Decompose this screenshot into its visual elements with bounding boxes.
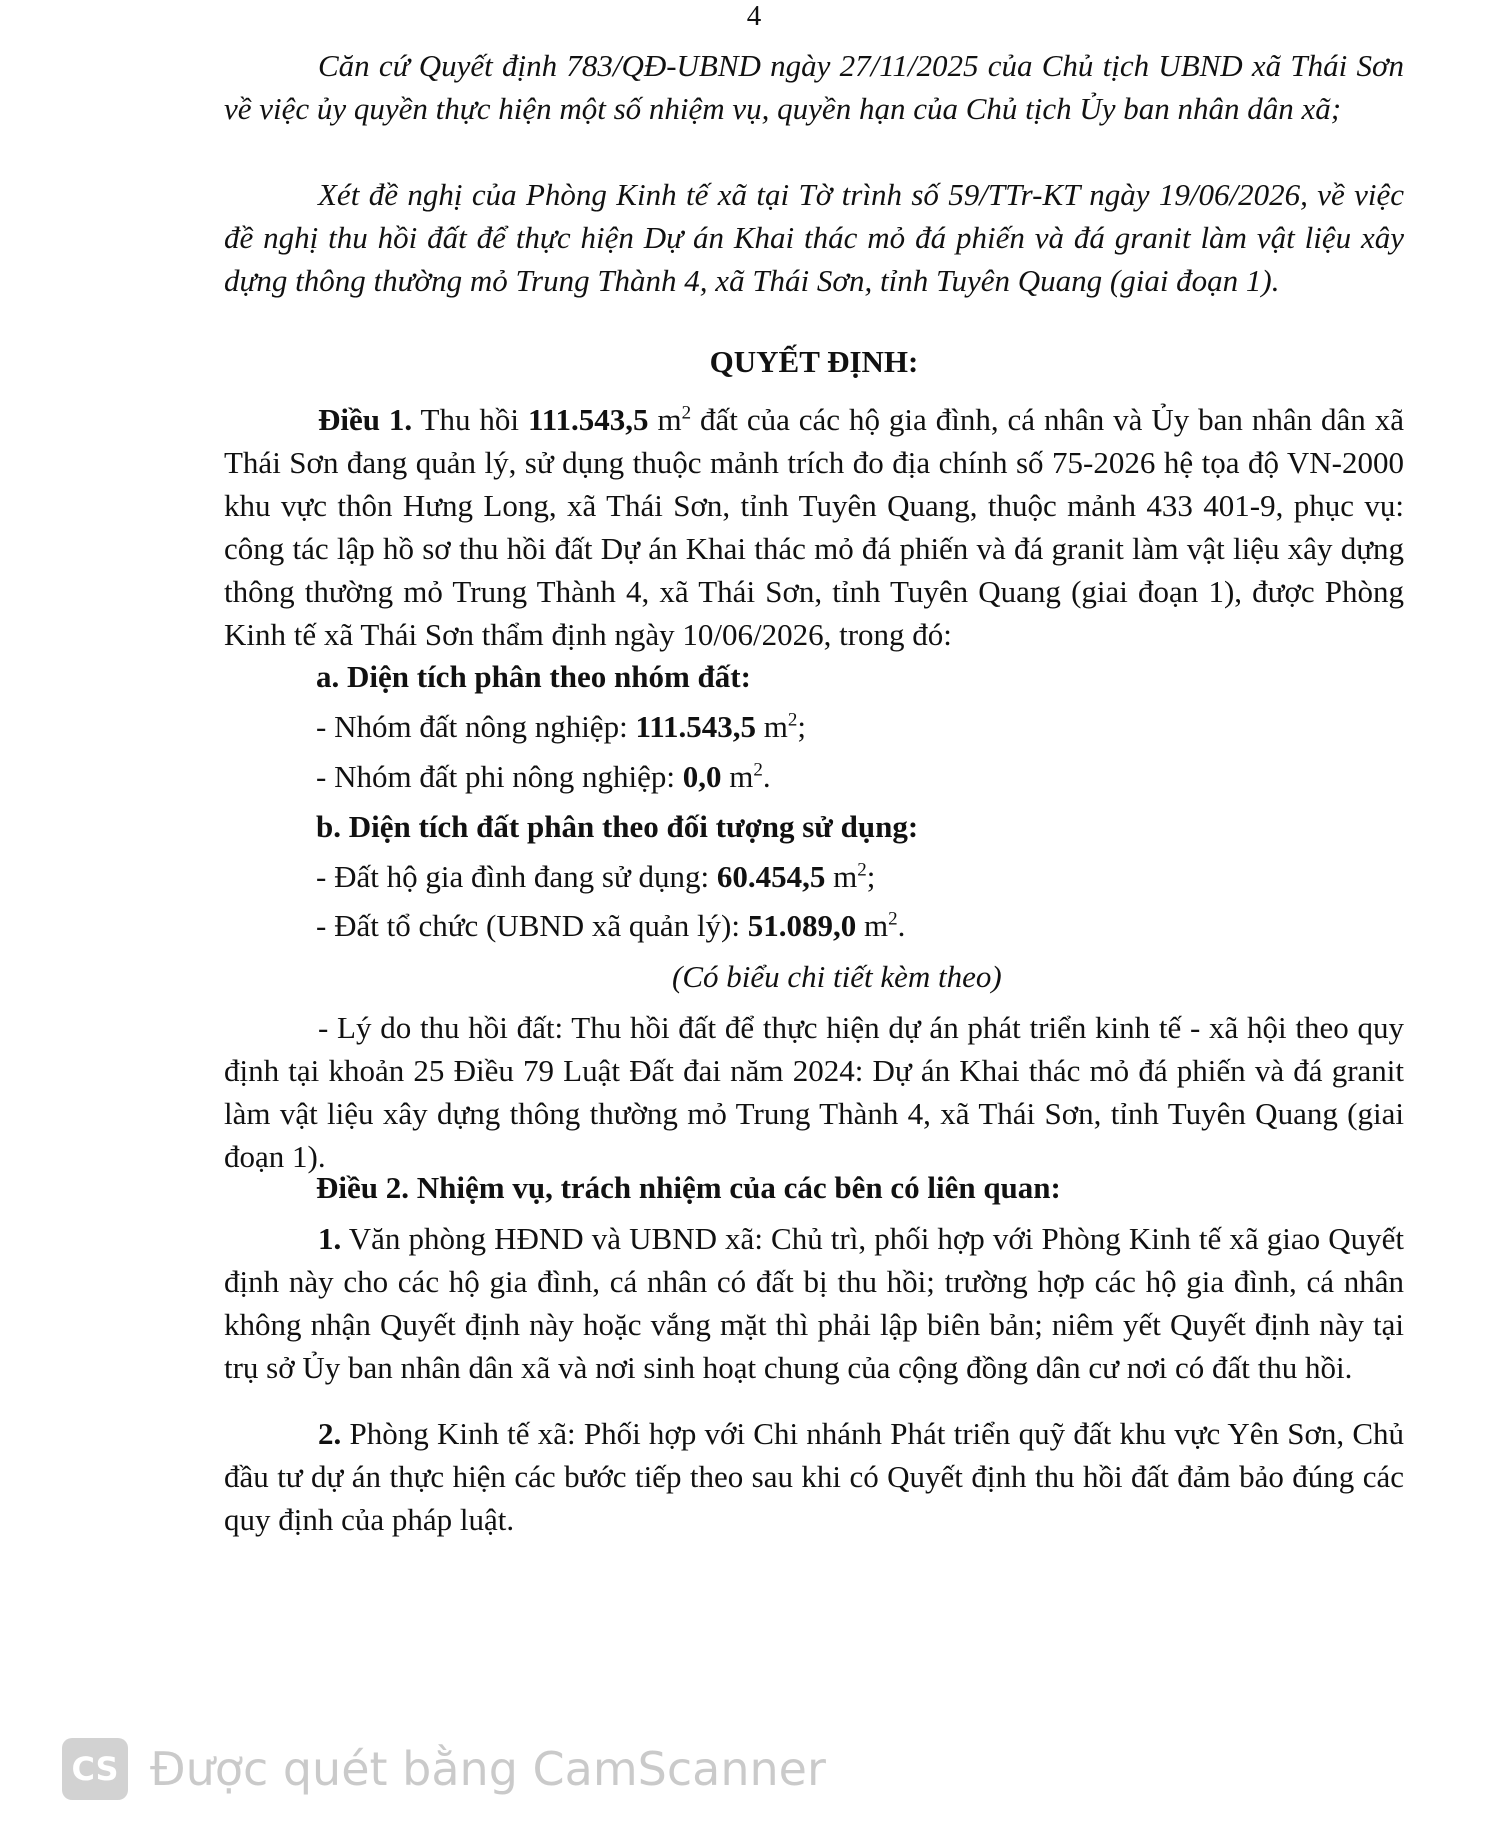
xet-de-nghi-text: Xét đề nghị của Phòng Kinh tế xã tại Tờ trình số 59/TTr-KT ngày 19/06/2026, về việc đề nghị thu hồi đất để thực hiện Dự án Khai thác mỏ đá phiến và đá granit làm vật liệu xây dựng thông thường mỏ Trung Thành 4, xã Thái Sơn, tỉnh Tuyên Quang (giai đoạn 1). — [224, 177, 1404, 298]
section-b-heading: b. Diện tích đất phân theo đối tượng sử dụng: — [316, 809, 919, 844]
can-cu-text: Căn cứ Quyết định 783/QĐ-UBND ngày 27/11/2025 của Chủ tịch UBND xã Thái Sơn về việc ủy quyền thực hiện một số nhiệm vụ, quyền hạn của Chủ tịch Ủy ban nhân dân xã; — [224, 48, 1404, 126]
legal-basis-paragraph — [224, 44, 1404, 130]
decision-heading: QUYẾT ĐỊNH: — [709, 344, 919, 379]
camscanner-logo-icon: CS — [62, 1738, 128, 1800]
total-area: 111.543,5 — [527, 402, 649, 437]
article-1: Điều 1. Thu hồi 111.543,5 $m^2$ đất của các hộ gia đình, cá nhân và Ủy ban nhân dân xã Thái Sơn đang quản lý, sử dụng thuộc mảnh trích đo địa chính số 75-2026 hệ tọa độ VN-2000 khu vực thôn Hưng Long, xã Thái Sơn, tỉnh Tuyên Quang, thuộc mảnh 433 401-9, phục vụ: công tác lập hồ sơ thu hồi đất Dự án Khai thác mỏ đá phiến và đá granit làm vật liệu xây dựng thông thường mỏ Trung Thành 4, xã Thái Sơn, tỉnh Tuyên Quang (giai đoạn 1), được Phòng Kinh tế xã Thái Sơn thẩm định ngày 10/06/2026, trong đó: — [224, 402, 1404, 652]
attachment-note: (Có biểu chi tiết kèm theo) — [672, 959, 1002, 994]
section-a-heading: a. Diện tích phân theo nhóm đất: — [316, 659, 751, 694]
page-number: 4 — [746, 0, 762, 32]
article-2-heading: Điều 2. Nhiệm vụ, trách nhiệm của các bên có liên quan: — [316, 1170, 1061, 1205]
proposal-paragraph — [224, 173, 1404, 302]
b-item: - Đất hộ gia đình đang sử dụng: 60.454,5 $m^2$; — [316, 859, 876, 894]
article-2-item-1: 1. Văn phòng HĐND và UBND xã: Chủ trì, phối hợp với Phòng Kinh tế xã giao Quyết định này cho các hộ gia đình, cá nhân có đất bị thu hồi; trường hợp các hộ gia đình, cá nhân không nhận Quyết định này hoặc vắng mặt thì phải lập biên bản; niêm yết Quyết định này tại trụ sở Ủy ban nhân dân xã và nơi sinh hoạt chung của cộng đồng dân cư nơi có đất thu hồi. — [224, 1221, 1404, 1385]
watermark-text: Được quét bằng CamScanner — [150, 1742, 826, 1796]
article-2-item-2: 2. Phòng Kinh tế xã: Phối hợp với Chi nhánh Phát triển quỹ đất khu vực Yên Sơn, Chủ đầu tư dự án thực hiện các bước tiếp theo sau khi có Quyết định thu hồi đất đảm bảo đúng các quy định của pháp luật. — [224, 1416, 1404, 1537]
reason-paragraph: - Lý do thu hồi đất: Thu hồi đất để thực hiện dự án phát triển kinh tế - xã hội theo quy định tại khoản 25 Điều 79 Luật Đất đai năm 2024: Dự án Khai thác mỏ đá phiến và đá granit làm vật liệu xây dựng thông thường mỏ Trung Thành 4, xã Thái Sơn, tỉnh Tuyên Quang (giai đoạn 1). — [224, 1010, 1404, 1174]
article-1-label: Điều 1. — [318, 402, 413, 437]
a-item: - Nhóm đất nông nghiệp: 111.543,5 $m^2$; — [316, 709, 807, 744]
b-item: - Đất tổ chức (UBND xã quản lý): 51.089,0 $m^2$. — [316, 908, 906, 943]
camscanner-watermark — [62, 1732, 826, 1806]
a-item: - Nhóm đất phi nông nghiệp: 0,0 $m^2$. — [316, 759, 771, 794]
